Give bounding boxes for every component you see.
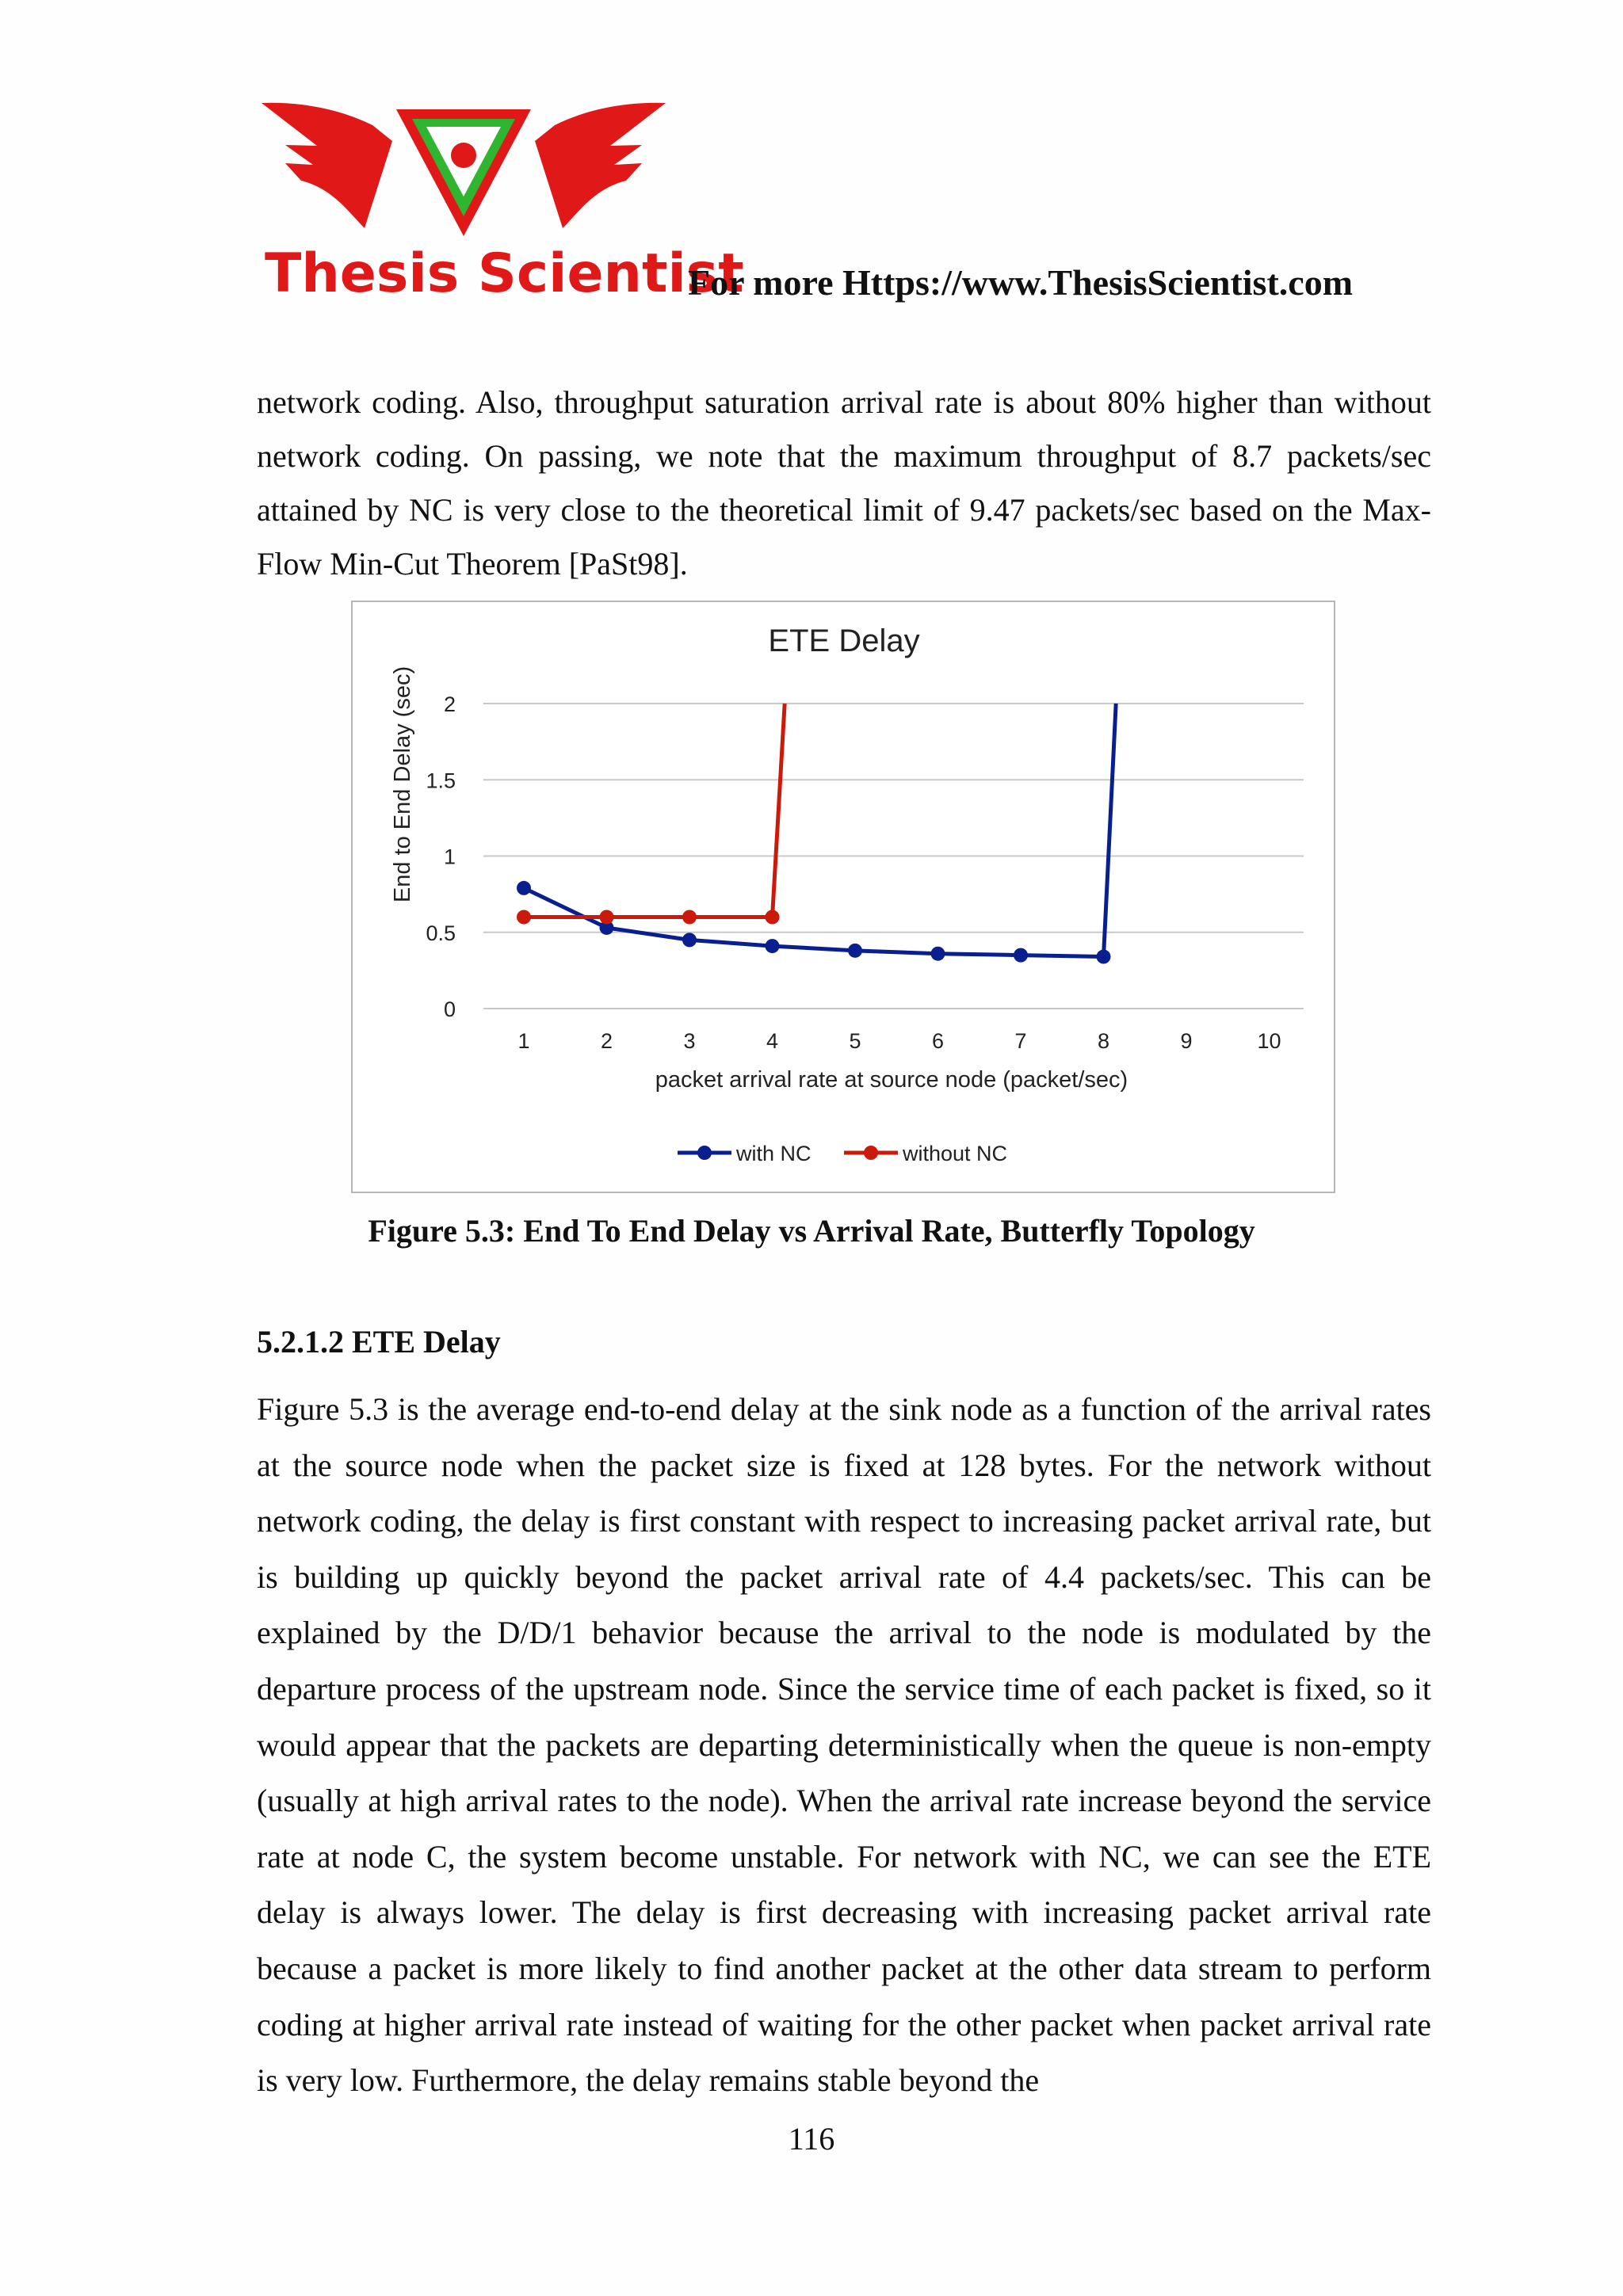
data-point [517,881,531,895]
x-tick-label: 5 [849,1029,861,1053]
series-with-nc [517,704,1116,964]
ete-delay-chart [353,602,1334,1192]
left-wing-icon [262,103,392,228]
legend-swatch-marker [864,1146,878,1160]
x-tick-label: 9 [1180,1029,1193,1053]
data-point [682,910,697,925]
data-point [682,933,697,947]
y-tick-label: 1.5 [426,769,456,793]
x-tick-label: 7 [1014,1029,1027,1053]
series-without-nc [517,704,785,925]
y-tick-label: 1 [443,845,456,869]
chart-legend [678,1142,1007,1165]
x-axis-label: packet arrival rate at source node (packet/sec) [655,1067,1128,1093]
legend-swatch-marker [697,1146,712,1160]
x-tick-label: 1 [517,1029,530,1053]
data-point [1014,948,1028,963]
section-heading: 5.2.1.2 ETE Delay [257,1324,501,1360]
figure-caption: Figure 5.3: End To End Delay vs Arrival Rate, Butterfly Topology [368,1213,1255,1249]
x-tick-label: 6 [931,1029,945,1053]
right-wing-icon [535,103,666,228]
legend-label: with NC [736,1142,812,1165]
header-tagline[interactable]: For more Https://www.ThesisScientist.com [688,262,1354,303]
paragraph-2: Figure 5.3 is the average end-to-end delay at the sink node as a function of the arrival rates at the source node when the packet size is fixed at 128 bytes. For the network without network coding, the delay is first constant with respect to increasing packet arrival rate, but is building up quickly beyond the packet arrival rate of 4.4 packets/sec. This can be explained by the D/D/1 behavior because the arrival to the node is modulated by the departure process of the upstream node. Since the service time of each packet is fixed, so it would appear that the packets are departing deterministically when the queue is non-empty (usually at high arrival rates to the node). When the arrival rate increase beyond the service rate at node C, the system become unstable. For network with NC, we can see the ETE delay is always lower. The delay is first decreasing with increasing packet arrival rate because a packet is more likely to find another packet at the other data stream to perform coding at higher arrival rate instead of waiting for the other packet when packet arrival rate is very low. Furthermore, the delay remains stable beyond the [257,1391,1431,2099]
legend-label: without NC [903,1142,1008,1165]
data-point [1097,950,1111,964]
thesis-scientist-logo [254,93,744,315]
data-point [766,939,780,953]
data-point [600,910,614,925]
page-number: 116 [788,2121,835,2157]
x-tick-label: 10 [1257,1029,1281,1053]
paragraph-1: network coding. Also, throughput saturation arrival rate is about 80% higher than without network coding. On passing, we note that the maximum throughput of 8.7 packets/sec attained by NC is very close to the theoretical limit of 9.47 packets/sec based on the Max-Flow Min-Cut Theorem [PaSt98]. [257,384,1431,582]
data-point [931,947,945,961]
data-point [848,944,862,958]
series-rise-line [1104,704,1117,957]
chart-title: ETE Delay [768,624,920,658]
y-tick-label: 0 [443,997,456,1021]
logo-text: Thesis Scientist [265,242,744,305]
y-tick-label: 2 [443,692,456,716]
y-tick-label: 0.5 [426,921,456,945]
series-rise-line [773,704,785,917]
data-point [766,910,780,925]
data-point [517,910,531,925]
x-tick-label: 4 [766,1029,779,1053]
x-tick-label: 2 [600,1029,613,1053]
y-axis-label: End to End Delay (sec) [390,666,415,903]
x-tick-label: 8 [1097,1029,1110,1053]
chart-container [351,601,1335,1193]
x-tick-label: 3 [683,1029,696,1053]
